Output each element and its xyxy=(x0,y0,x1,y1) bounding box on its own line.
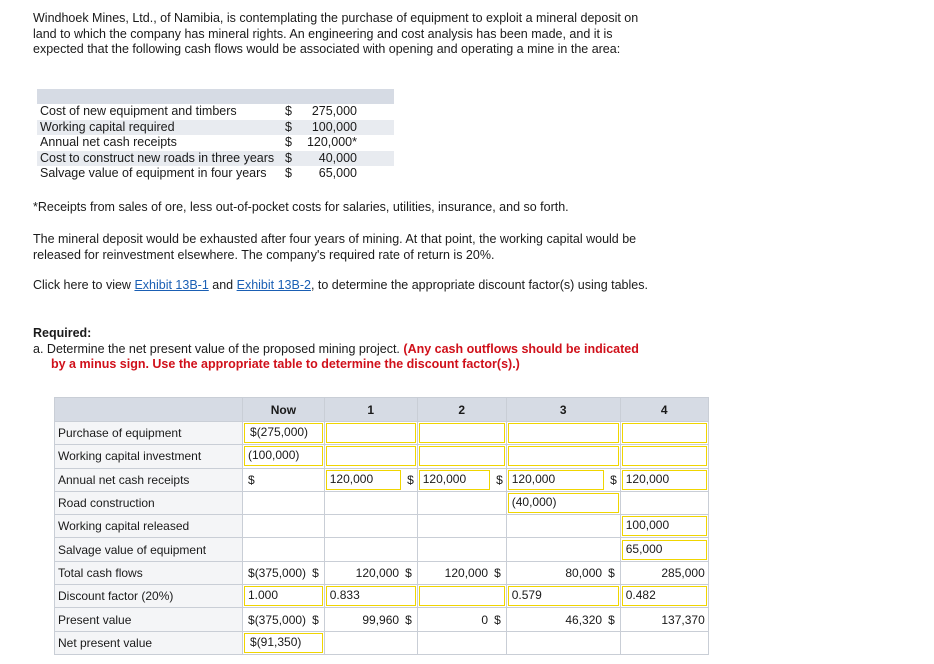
currency-symbol: $ xyxy=(285,135,292,149)
npv-cell xyxy=(417,515,506,538)
npv-amount: 285,000 xyxy=(661,565,705,580)
exhibit-13b-1-link[interactable]: Exhibit 13B-1 xyxy=(134,278,209,292)
npv-input-box[interactable] xyxy=(419,470,490,490)
npv-amount: 120,000 xyxy=(355,565,400,580)
npv-input-box[interactable] xyxy=(419,586,505,606)
npv-amount: 120,000 xyxy=(625,471,670,486)
npv-amount: 100,000 xyxy=(625,518,670,533)
npv-input-box[interactable] xyxy=(622,540,707,560)
npv-cell xyxy=(243,468,325,491)
npv-cell[interactable] xyxy=(243,445,325,468)
trailing-currency-symbol: $ xyxy=(312,612,319,627)
npv-cell-content xyxy=(622,538,707,560)
npv-input-box[interactable] xyxy=(326,470,401,490)
data-row-value xyxy=(282,151,394,167)
npv-amount: 65,000 xyxy=(625,541,663,556)
required-heading: Required: xyxy=(33,326,92,340)
trailing-currency-symbol: $ xyxy=(608,565,615,580)
click-mid: and xyxy=(208,278,237,292)
npv-cell-content xyxy=(246,469,321,491)
npv-row-label: Present value xyxy=(55,608,243,631)
npv-cell xyxy=(620,631,708,654)
npv-cell-content xyxy=(421,562,503,584)
npv-input-box[interactable] xyxy=(622,423,707,443)
npv-cell-content xyxy=(510,538,617,560)
npv-period-header: 4 xyxy=(620,398,708,422)
npv-cell[interactable] xyxy=(417,468,506,491)
npv-input-box[interactable] xyxy=(244,423,323,443)
npv-row-label: Working capital investment xyxy=(55,445,243,468)
npv-cell[interactable] xyxy=(417,422,506,445)
npv-row-label: Salvage value of equipment xyxy=(55,538,243,561)
npv-cell[interactable] xyxy=(243,422,325,445)
npv-cell[interactable] xyxy=(506,468,620,491)
npv-cell-content xyxy=(421,608,503,630)
npv-row xyxy=(55,445,709,468)
data-row-label: Working capital required xyxy=(37,120,282,136)
npv-row xyxy=(55,468,709,491)
npv-cell[interactable] xyxy=(324,585,417,608)
click-pre: Click here to view xyxy=(33,278,135,292)
npv-cell-content xyxy=(419,445,505,467)
data-row-label: Salvage value of equipment in four years xyxy=(37,166,282,182)
npv-cell-content xyxy=(246,562,321,584)
trailing-currency-symbol: $ xyxy=(496,472,503,487)
currency-symbol: $ xyxy=(248,472,255,487)
npv-row xyxy=(55,608,709,631)
data-row-value xyxy=(282,120,394,136)
npv-cell-content xyxy=(246,608,321,630)
npv-cell[interactable] xyxy=(324,468,417,491)
npv-cell[interactable] xyxy=(417,585,506,608)
npv-cell xyxy=(417,491,506,514)
data-row xyxy=(37,104,394,120)
npv-input-box[interactable] xyxy=(508,586,619,606)
npv-cell-content xyxy=(421,515,503,537)
npv-amount: 120,000 xyxy=(444,565,489,580)
npv-input-box[interactable] xyxy=(622,586,707,606)
npv-cell xyxy=(506,538,620,561)
npv-header-blank xyxy=(55,398,243,422)
intro-paragraph: Windhoek Mines, Ltd., of Namibia, is contemplating the purchase of equipment to exploit a mineral deposit on land to which the company has mineral rights. An engineering and cost analysis has been made, and it is expected that the following cash flows would be associated with opening and operating a mine in the area: xyxy=(33,11,639,56)
npv-cell xyxy=(324,515,417,538)
npv-cell-content xyxy=(508,445,619,467)
trailing-currency-symbol: $ xyxy=(405,612,412,627)
npv-amount: 137,370 xyxy=(661,612,705,627)
npv-cell-content xyxy=(624,562,705,584)
npv-cell-content xyxy=(419,469,505,491)
npv-cell[interactable] xyxy=(324,422,417,445)
npv-cell xyxy=(506,608,620,631)
npv-cell xyxy=(324,631,417,654)
data-row-value xyxy=(282,104,394,120)
click-post: , to determine the appropriate discount factor(s) using tables. xyxy=(310,278,648,292)
npv-input-box[interactable] xyxy=(622,446,707,466)
npv-input-box[interactable] xyxy=(326,586,416,606)
item-instruction: (Any cash outflows should be indicated by a minus sign. Use the appropriate table to determine the discount factor(s).) xyxy=(51,341,639,371)
currency-symbol: $ xyxy=(285,119,292,134)
npv-cell xyxy=(417,631,506,654)
data-row-label: Cost to construct new roads in three years xyxy=(37,151,282,167)
npv-cell-content xyxy=(510,515,617,537)
npv-cell xyxy=(620,491,708,514)
npv-cell-content xyxy=(328,632,414,654)
exhaust-paragraph: The mineral deposit would be exhausted after four years of mining. At that point, the working capital would be released for reinvestment elsewhere. The company's required rate of return is 20%. xyxy=(33,232,637,262)
npv-cell-content xyxy=(510,562,617,584)
npv-input-box[interactable] xyxy=(419,446,505,466)
currency-symbol: $ xyxy=(285,104,292,118)
npv-cell[interactable] xyxy=(417,445,506,468)
npv-cell-content xyxy=(328,538,414,560)
npv-input-box[interactable] xyxy=(244,446,323,466)
npv-cell-content xyxy=(244,422,323,444)
npv-input-box[interactable] xyxy=(326,423,416,443)
npv-input-box[interactable] xyxy=(622,470,707,490)
npv-row xyxy=(55,491,709,514)
npv-amount: 1.000 xyxy=(248,588,279,603)
npv-amount: (375,000) xyxy=(254,612,307,627)
npv-cell-content xyxy=(510,608,617,630)
npv-row-label: Road construction xyxy=(55,491,243,514)
required-item-a xyxy=(33,342,653,373)
npv-header-row xyxy=(55,398,709,422)
npv-cell-content xyxy=(326,445,416,467)
npv-cell-content xyxy=(326,469,416,491)
npv-input-box[interactable] xyxy=(622,516,707,536)
npv-amount: (375,000) xyxy=(254,565,307,580)
exhibit-13b-2-link[interactable]: Exhibit 13B-2 xyxy=(236,278,311,292)
npv-cell xyxy=(506,515,620,538)
npv-cell xyxy=(506,631,620,654)
npv-cell xyxy=(417,538,506,561)
currency-symbol: $ xyxy=(250,425,257,440)
npv-cell[interactable] xyxy=(620,468,708,491)
npv-input-box[interactable] xyxy=(244,586,323,606)
npv-amount: (91,350) xyxy=(256,634,302,649)
cash-flow-data-table xyxy=(37,89,394,182)
npv-cell xyxy=(417,561,506,584)
currency-symbol: $ xyxy=(248,612,255,627)
npv-input-box[interactable] xyxy=(508,423,619,443)
npv-cell-content xyxy=(246,538,321,560)
npv-input-box[interactable] xyxy=(508,446,619,466)
npv-row-label: Purchase of equipment xyxy=(55,422,243,445)
npv-cell[interactable] xyxy=(243,631,325,654)
npv-cell xyxy=(324,491,417,514)
npv-cell[interactable] xyxy=(506,585,620,608)
currency-symbol: $ xyxy=(285,166,292,180)
npv-input-box[interactable] xyxy=(419,423,505,443)
exhibit-instructions xyxy=(33,278,653,294)
trailing-currency-symbol: $ xyxy=(494,612,501,627)
npv-cell-content xyxy=(419,422,505,444)
trailing-currency-symbol: $ xyxy=(405,565,412,580)
npv-cell-content xyxy=(421,492,503,514)
amount: 275,000 xyxy=(311,104,357,118)
npv-period-header: 2 xyxy=(417,398,506,422)
npv-amount: 120,000 xyxy=(329,471,374,486)
npv-cell xyxy=(243,515,325,538)
npv-cell xyxy=(324,608,417,631)
npv-cell[interactable] xyxy=(620,538,708,561)
npv-cell[interactable] xyxy=(506,491,620,514)
npv-cell-content xyxy=(328,492,414,514)
npv-cell xyxy=(324,561,417,584)
npv-amount: (100,000) xyxy=(248,448,300,463)
data-row-value xyxy=(282,135,394,151)
trailing-currency-symbol: $ xyxy=(312,565,319,580)
amount: 65,000 xyxy=(318,166,357,180)
npv-cell-content xyxy=(421,632,503,654)
data-row xyxy=(37,135,394,151)
npv-amount: 99,960 xyxy=(362,612,400,627)
npv-cell-content xyxy=(244,632,323,654)
npv-cell-content xyxy=(508,585,619,607)
npv-cell-content xyxy=(624,492,705,514)
trailing-currency-symbol: $ xyxy=(407,472,414,487)
currency-symbol: $ xyxy=(248,565,255,580)
npv-cell xyxy=(417,608,506,631)
npv-amount: 0 xyxy=(481,612,489,627)
npv-period-header: 3 xyxy=(506,398,620,422)
npv-cell xyxy=(243,561,325,584)
npv-cell xyxy=(620,561,708,584)
npv-cell-content xyxy=(510,632,617,654)
amount: 120,000* xyxy=(306,135,357,149)
npv-row xyxy=(55,561,709,584)
npv-input-box[interactable] xyxy=(244,633,323,653)
npv-cell[interactable] xyxy=(506,445,620,468)
npv-cell-content xyxy=(622,445,707,467)
npv-cell-content xyxy=(508,422,619,444)
data-row-label: Cost of new equipment and timbers xyxy=(37,104,282,120)
currency-symbol: $ xyxy=(250,634,257,649)
npv-cell-content xyxy=(326,585,416,607)
data-table-header xyxy=(37,89,394,104)
currency-symbol: $ xyxy=(285,150,292,165)
item-prefix: a. xyxy=(33,341,44,356)
npv-amount: 0.833 xyxy=(329,588,360,603)
npv-row xyxy=(55,422,709,445)
npv-cell-content xyxy=(244,445,323,467)
npv-row xyxy=(55,515,709,538)
npv-amount: 0.579 xyxy=(511,588,542,603)
data-row xyxy=(37,151,394,167)
data-row-value xyxy=(282,166,394,182)
npv-amount: 120,000 xyxy=(422,471,467,486)
npv-cell-content xyxy=(624,608,705,630)
item-text: Determine the net present value of the proposed mining project. xyxy=(46,341,400,356)
npv-amount: 120,000 xyxy=(511,471,556,486)
npv-cell-content xyxy=(328,562,414,584)
data-row-label: Annual net cash receipts xyxy=(37,135,282,151)
trailing-currency-symbol: $ xyxy=(494,565,501,580)
npv-cell-content xyxy=(508,492,619,514)
npv-cell-content xyxy=(328,608,414,630)
npv-cell[interactable] xyxy=(620,585,708,608)
npv-cell-content xyxy=(508,469,619,491)
data-row xyxy=(37,120,394,136)
npv-input-box[interactable] xyxy=(508,470,604,490)
trailing-currency-symbol: $ xyxy=(610,472,617,487)
npv-cell-content xyxy=(421,538,503,560)
npv-period-header: 1 xyxy=(324,398,417,422)
npv-period-header: Now xyxy=(243,398,325,422)
npv-amount: 0.482 xyxy=(625,588,656,603)
npv-row-label: Net present value xyxy=(55,631,243,654)
npv-row-label: Working capital released xyxy=(55,515,243,538)
npv-row xyxy=(55,631,709,654)
npv-cell-content xyxy=(624,632,705,654)
npv-cell[interactable] xyxy=(620,515,708,538)
npv-cell xyxy=(243,491,325,514)
npv-cell-content xyxy=(246,492,321,514)
npv-row-label: Discount factor (20%) xyxy=(55,585,243,608)
npv-cell[interactable] xyxy=(243,585,325,608)
amount: 100,000 xyxy=(311,119,357,134)
npv-cell xyxy=(620,608,708,631)
npv-cell[interactable] xyxy=(620,445,708,468)
npv-row-label: Annual net cash receipts xyxy=(55,468,243,491)
npv-cell-content xyxy=(328,515,414,537)
npv-worksheet xyxy=(54,397,709,655)
npv-cell-content xyxy=(326,422,416,444)
npv-input-box[interactable] xyxy=(508,493,619,513)
footnote: *Receipts from sales of ore, less out-of-pocket costs for salaries, utilities, insurance, and so forth. xyxy=(33,200,569,214)
npv-amount: 46,320 xyxy=(565,612,603,627)
npv-cell xyxy=(243,608,325,631)
npv-cell[interactable] xyxy=(324,445,417,468)
npv-cell xyxy=(243,538,325,561)
npv-cell-content xyxy=(622,469,707,491)
npv-cell[interactable] xyxy=(506,422,620,445)
npv-amount: 80,000 xyxy=(565,565,603,580)
required-section xyxy=(33,326,653,373)
npv-row xyxy=(55,538,709,561)
npv-input-box[interactable] xyxy=(326,446,416,466)
npv-cell-content xyxy=(244,585,323,607)
npv-amount: (275,000) xyxy=(256,425,309,440)
npv-cell-content xyxy=(622,585,707,607)
npv-amount: (40,000) xyxy=(511,495,557,510)
npv-row-label: Total cash flows xyxy=(55,561,243,584)
npv-cell-content xyxy=(622,422,707,444)
trailing-currency-symbol: $ xyxy=(608,612,615,627)
npv-cell-content xyxy=(419,585,505,607)
npv-row xyxy=(55,585,709,608)
npv-cell-content xyxy=(246,515,321,537)
npv-cell-content xyxy=(622,515,707,537)
npv-cell xyxy=(324,538,417,561)
npv-cell xyxy=(506,561,620,584)
data-row xyxy=(37,166,394,182)
npv-cell[interactable] xyxy=(620,422,708,445)
amount: 40,000 xyxy=(318,150,357,165)
